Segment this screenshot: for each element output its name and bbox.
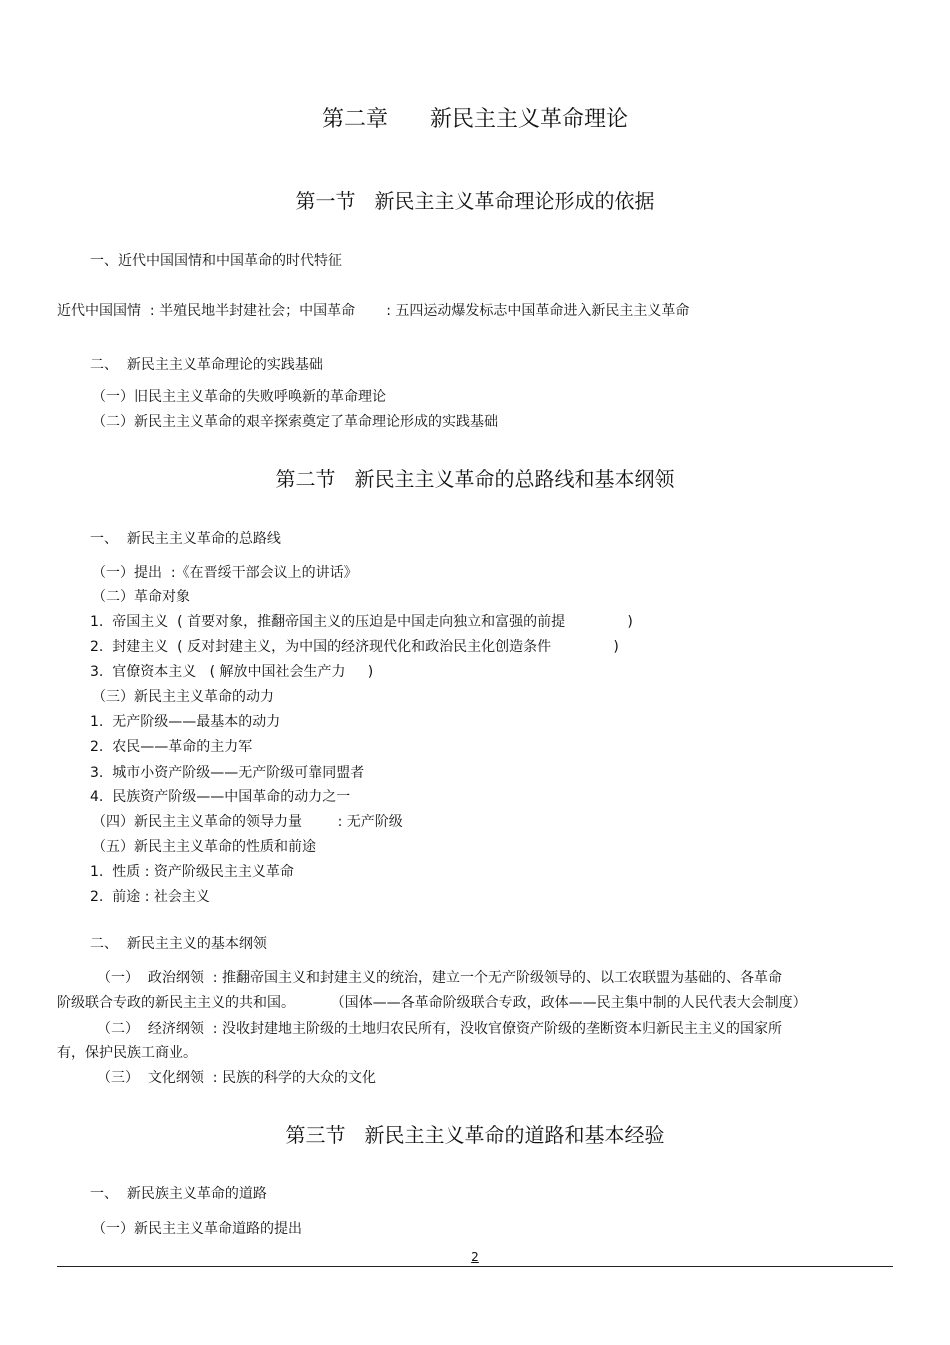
section2-line: （一）提出 :《在晋绥干部会议上的讲话》 xyxy=(92,565,358,581)
section1-heading-1: 一、近代中国国情和中国革命的时代特征 xyxy=(90,253,342,269)
footer-rule xyxy=(57,1266,893,1267)
section2-line: 1. 无产阶级——最基本的动力 xyxy=(90,714,281,730)
section2-line: （二）革命对象 xyxy=(92,589,190,605)
program-political-line2: 阶级联合专政的新民主主义的共和国。 （国体——各革命阶级联合专政，政体——民主集中制的人民代表大会制度） xyxy=(57,995,807,1011)
section1-item-2: （二）新民主主义革命的艰辛探索奠定了革命理论形成的实践基础 xyxy=(92,414,498,430)
program-cultural: （三） 文化纲领 : 民族的科学的大众的文化 xyxy=(97,1070,376,1086)
program-political-line1: （一） 政治纲领 : 推翻帝国主义和封建主义的统治，建立一个无产阶级领导的、以工农联盟为基础的、各革命 xyxy=(97,970,782,986)
section2-line: 1. 帝国主义 ( 首要对象，推翻帝国主义的压迫是中国走向独立和富强的前提 ) xyxy=(90,614,633,630)
chapter-title: 第二章 新民主主义革命理论 xyxy=(322,107,628,132)
section2-heading-2: 二、 新民主主义的基本纲领 xyxy=(90,936,267,952)
section2-line: 2. 封建主义 ( 反对封建主义，为中国的经济现代化和政治民主化创造条件 ) xyxy=(90,639,619,655)
section2-line: 1. 性质 : 资产阶级民主主义革命 xyxy=(90,864,294,880)
section2-line: （四）新民主主义革命的领导力量 : 无产阶级 xyxy=(92,814,403,830)
section1-text-1: 近代中国国情 : 半殖民地半封建社会；中国革命 : 五四运动爆发标志中国革命进入新民主主义革命 xyxy=(57,303,690,319)
section1-heading-2: 二、 新民主主义革命理论的实践基础 xyxy=(90,357,323,373)
section2-line: 2. 前途 : 社会主义 xyxy=(90,889,210,905)
section1-item-1: （一）旧民主主义革命的失败呼唤新的革命理论 xyxy=(92,389,386,405)
section2-heading-1: 一、 新民主主义革命的总路线 xyxy=(90,531,281,547)
section2-line: 3. 城市小资产阶级——无产阶级可靠同盟者 xyxy=(90,765,365,781)
page-number: 2 xyxy=(471,1250,479,1264)
section2-line: （五）新民主主义革命的性质和前途 xyxy=(92,839,316,855)
section2-line: （三）新民主主义革命的动力 xyxy=(92,689,274,705)
section3-item-1: （一）新民主主义革命道路的提出 xyxy=(92,1221,302,1237)
program-economic-line1: （二） 经济纲领 : 没收封建地主阶级的土地归农民所有，没收官僚资产阶级的垄断资本归新民主主义的国家所 xyxy=(97,1021,782,1037)
program-economic-line2: 有，保护民族工商业。 xyxy=(57,1045,197,1061)
section3-title: 第三节 新民主主义革命的道路和基本经验 xyxy=(285,1123,665,1147)
section2-title: 第二节 新民主主义革命的总路线和基本纲领 xyxy=(275,467,675,491)
section2-line: 3. 官僚资本主义 ( 解放中国社会生产力 ) xyxy=(90,664,374,680)
section3-heading-1: 一、 新民族主义革命的道路 xyxy=(90,1186,267,1202)
section2-line: 4. 民族资产阶级——中国革命的动力之一 xyxy=(90,789,351,805)
section1-title: 第一节 新民主主义革命理论形成的依据 xyxy=(295,189,655,213)
section2-line: 2. 农民——革命的主力军 xyxy=(90,739,253,755)
